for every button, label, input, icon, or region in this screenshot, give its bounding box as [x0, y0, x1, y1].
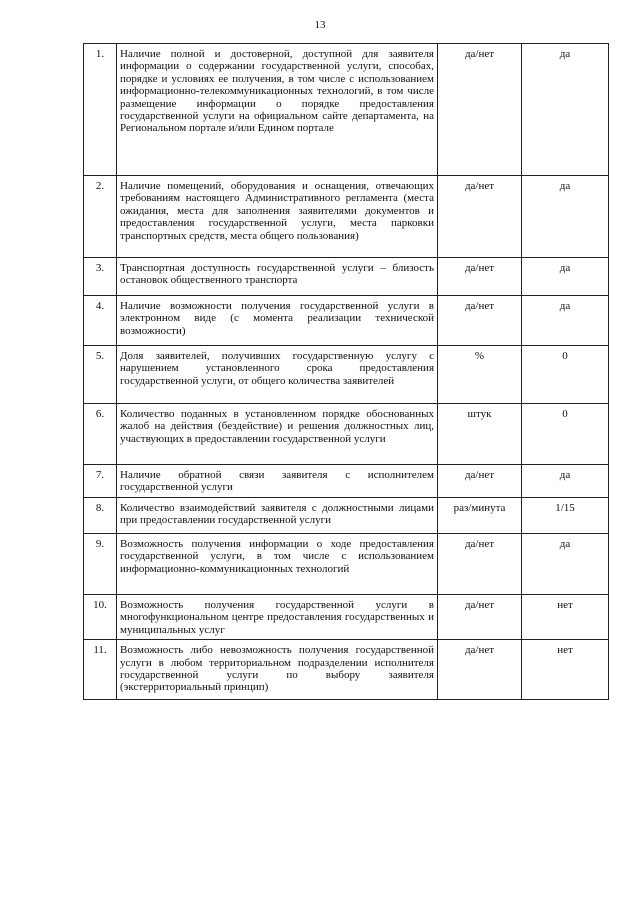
page-number: 13	[314, 19, 326, 31]
row-number: 11.	[84, 640, 117, 700]
table-row	[84, 595, 609, 640]
table-row	[84, 176, 609, 258]
table-row	[84, 44, 609, 176]
table-row	[84, 465, 609, 498]
indicator-name: Количество поданных в установленном порядке обоснованных жалоб на действия (бездействие) и решения должностных лиц, участвующих в предоставлении государственной услуги	[117, 404, 438, 465]
indicator-name: Количество взаимодействий заявителя с должностными лицами при предоставлении государственной услуги	[117, 498, 438, 534]
normative-value: да	[522, 534, 609, 595]
row-number: 10.	[84, 595, 117, 640]
row-number: 4.	[84, 296, 117, 346]
indicator-name: Транспортная доступность государственной услуги – близость остановок общественного транспорта	[117, 258, 438, 296]
normative-value: да	[522, 258, 609, 296]
quality-indicators-table	[83, 43, 609, 700]
unit-of-measure: да/нет	[438, 44, 522, 176]
row-number: 9.	[84, 534, 117, 595]
normative-value: 0	[522, 404, 609, 465]
indicator-name: Наличие полной и достоверной, доступной для заявителя информации о содержании государственной услуги, способах, порядке и условиях ее получения, в том числе с использованием информационно-телекоммуникационных технологий, в том числе размещение информации о порядке предоставления государственной услуги на официальном сайте департамента, на Региональном портале и/или Едином портале	[117, 44, 438, 176]
indicator-name: Доля заявителей, получивших государственную услугу с нарушением установленного срока предоставления государственной услуги, от общего количества заявителей	[117, 346, 438, 404]
row-number: 1.	[84, 44, 117, 176]
table-row	[84, 640, 609, 700]
normative-value: да	[522, 176, 609, 258]
normative-value: 0	[522, 346, 609, 404]
normative-value: нет	[522, 640, 609, 700]
row-number: 7.	[84, 465, 117, 498]
normative-value: нет	[522, 595, 609, 640]
unit-of-measure: да/нет	[438, 640, 522, 700]
row-number: 8.	[84, 498, 117, 534]
indicator-name: Возможность получения государственной услуги в многофункциональном центре предоставления государственных и муниципальных услуг	[117, 595, 438, 640]
normative-value: 1/15	[522, 498, 609, 534]
unit-of-measure: штук	[438, 404, 522, 465]
normative-value: да	[522, 44, 609, 176]
table-row	[84, 498, 609, 534]
table-row	[84, 404, 609, 465]
unit-of-measure: да/нет	[438, 296, 522, 346]
indicator-name: Возможность либо невозможность получения государственной услуги в любом территориальном подразделении исполнителя государственной услуги по выбору заявителя (экстерриториальный принцип)	[117, 640, 438, 700]
table-row	[84, 296, 609, 346]
indicator-name: Возможность получения информации о ходе предоставления государственной услуги, в том числе с использованием информационно-коммуникационных технологий	[117, 534, 438, 595]
indicator-name: Наличие помещений, оборудования и оснащения, отвечающих требованиям настоящего Административного регламента (места ожидания, места для заполнения заявителями документов и предоставления государственной услуги, места парковки транспортных средств, места общего пользования)	[117, 176, 438, 258]
table-row	[84, 258, 609, 296]
unit-of-measure: да/нет	[438, 258, 522, 296]
unit-of-measure: да/нет	[438, 465, 522, 498]
unit-of-measure: раз/минута	[438, 498, 522, 534]
unit-of-measure: да/нет	[438, 595, 522, 640]
normative-value: да	[522, 465, 609, 498]
row-number: 2.	[84, 176, 117, 258]
unit-of-measure: да/нет	[438, 534, 522, 595]
indicator-name: Наличие возможности получения государственной услуги в электронном виде (с момента реализации технической возможности)	[117, 296, 438, 346]
table-row	[84, 346, 609, 404]
table-row	[84, 534, 609, 595]
unit-of-measure: да/нет	[438, 176, 522, 258]
normative-value: да	[522, 296, 609, 346]
row-number: 5.	[84, 346, 117, 404]
row-number: 6.	[84, 404, 117, 465]
unit-of-measure: %	[438, 346, 522, 404]
row-number: 3.	[84, 258, 117, 296]
indicator-name: Наличие обратной связи заявителя с исполнителем государственной услуги	[117, 465, 438, 498]
